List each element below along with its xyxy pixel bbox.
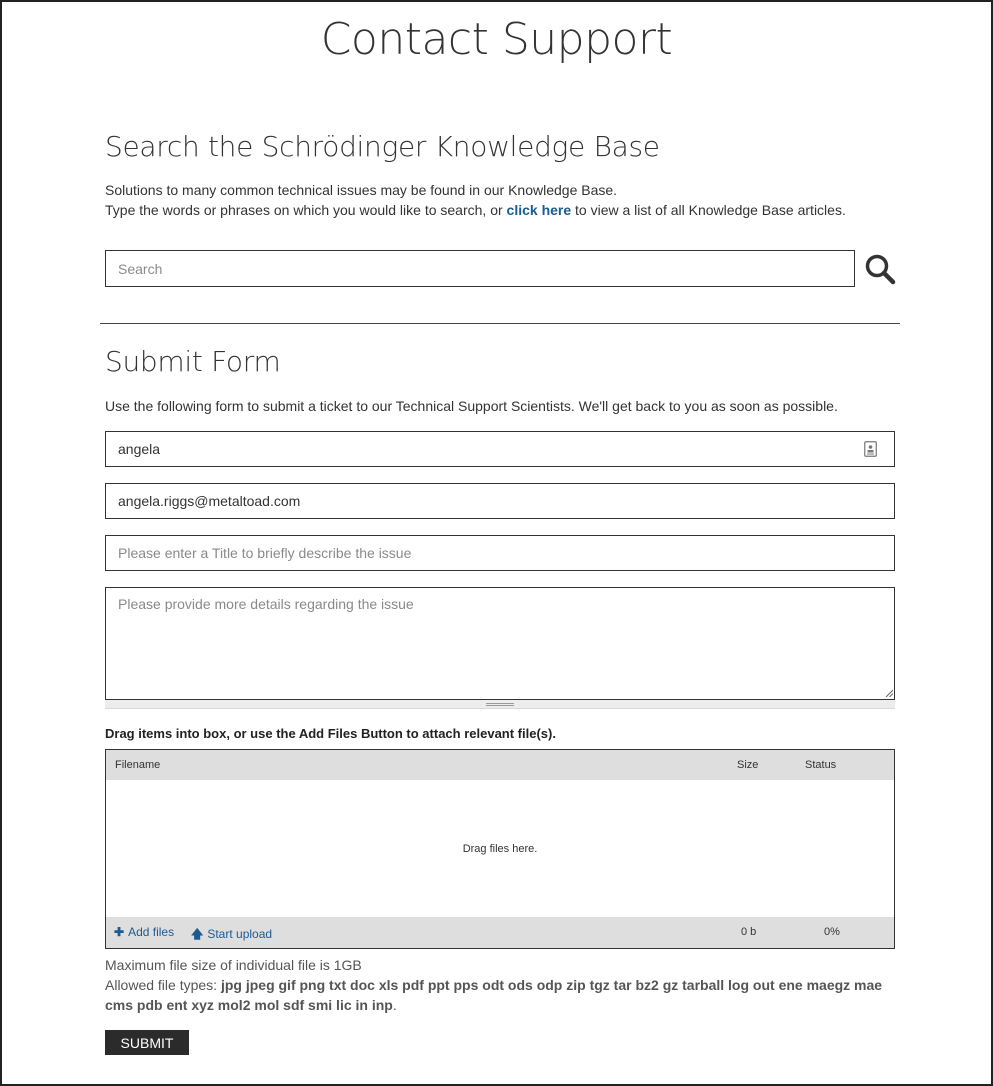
kb-desc-line2-after: to view a list of all Knowledge Base articles.: [571, 202, 846, 218]
column-size: Size: [737, 759, 759, 771]
plus-icon: ✚: [114, 925, 125, 939]
total-size: 0 b: [741, 926, 757, 938]
add-files-label: Add files: [128, 925, 175, 939]
max-file-size-text: Maximum file size of individual file is 1GB: [105, 957, 362, 973]
column-status: Status: [805, 759, 837, 771]
resize-grip-icon[interactable]: [885, 689, 893, 697]
kb-desc-line2: [105, 200, 846, 220]
file-table-footer: [106, 917, 894, 948]
allowed-types-label: Allowed file types:: [105, 977, 221, 993]
start-upload-button[interactable]: [191, 925, 272, 946]
knowledge-base-heading: Search the Schrödinger Knowledge Base: [105, 130, 660, 163]
kb-desc-line2-before: Type the words or phrases on which you would like to search, or: [105, 202, 507, 218]
add-files-button[interactable]: [114, 925, 174, 939]
file-drop-zone[interactable]: [105, 749, 895, 949]
allowed-types-list: jpg jpeg gif png txt doc xls pdf ppt pps odt ods odp zip tgz tar bz2 gz tarball log out ene maegz mae cms pdb ent xyz mol2 mol sdf smi lic in inp: [105, 977, 883, 1013]
allowed-types-end: .: [392, 997, 397, 1013]
attach-instruction: Drag items into box, or use the Add Files Button to attach relevant file(s).: [105, 726, 556, 741]
grip-lines-icon: [486, 703, 514, 706]
submit-form-heading: Submit Form: [105, 345, 281, 378]
issue-details-field[interactable]: [105, 587, 895, 700]
email-field[interactable]: [105, 483, 895, 519]
magnifier-icon[interactable]: [864, 253, 896, 285]
file-table-header: [106, 750, 894, 780]
total-percent: 0%: [824, 926, 840, 938]
textarea-resize-bar[interactable]: [105, 700, 895, 709]
kb-desc-line1: Solutions to many common technical issues may be found in our Knowledge Base.: [105, 182, 618, 198]
drop-message: Drag files here.: [462, 843, 538, 855]
issue-title-field[interactable]: [105, 535, 895, 571]
column-filename: Filename: [115, 759, 161, 771]
contact-card-icon[interactable]: [864, 441, 877, 457]
start-upload-label: Start upload: [207, 927, 273, 941]
kb-all-articles-link[interactable]: click here: [506, 202, 572, 218]
arrow-up-icon: 🡅: [191, 927, 204, 941]
knowledge-base-description: [105, 180, 846, 220]
name-field[interactable]: [105, 431, 895, 467]
page-title: Contact Support: [320, 14, 673, 65]
kb-search-input[interactable]: [105, 250, 855, 287]
submit-button[interactable]: SUBMIT: [105, 1030, 189, 1055]
section-divider: [100, 323, 900, 324]
submit-form-description: Use the following form to submit a ticket to our Technical Support Scientists. We'll get back to you as soon as possible.: [105, 398, 838, 414]
file-limits: [105, 955, 895, 1015]
allowed-types-text: [105, 975, 895, 1015]
